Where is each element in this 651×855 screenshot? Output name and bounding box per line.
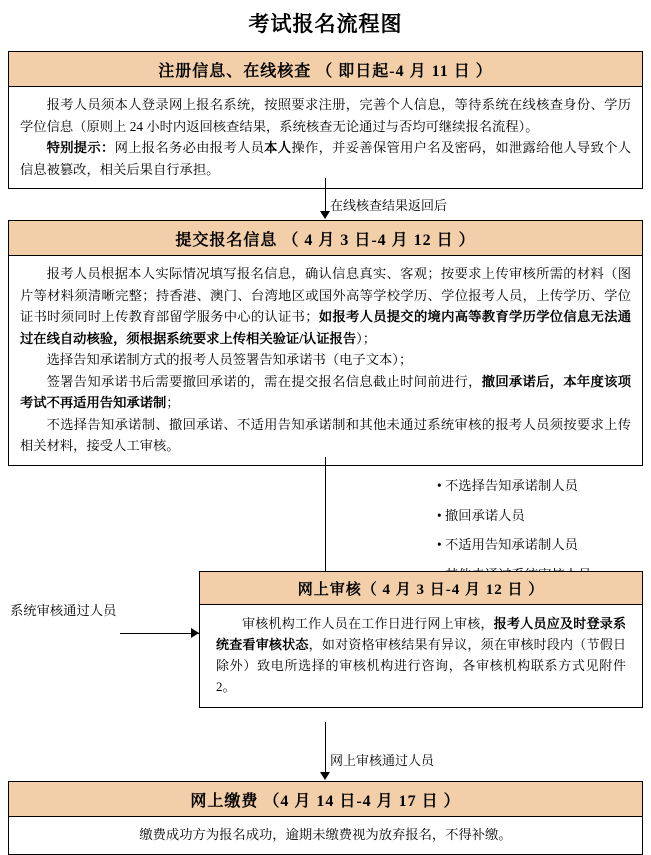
step-pay-box bbox=[8, 781, 643, 855]
flowchart-page bbox=[0, 8, 651, 847]
step-pay-header: 网上缴费 （4 月 14 日-4 月 17 日 ） bbox=[9, 782, 642, 817]
step-review-box bbox=[199, 571, 643, 708]
arrowhead-register-to-submit bbox=[320, 211, 330, 219]
step-pay-paragraph-1: 缴费成功方为报名成功，逾期未缴费视为放弃报名，不得补缴。 bbox=[139, 827, 512, 842]
branch-bullet-3: • 不适用告知承诺制人员 bbox=[437, 537, 578, 553]
step-register-note-bold: 特别提示： bbox=[46, 140, 115, 156]
step-register-paragraph-2: 特别提示：网上报名务必由报考人员本人操作，并妥善保管用户名及密码，如泄露给他人导致个人信息被篡改，相关后果自行承担。 bbox=[20, 140, 632, 177]
step-submit-body bbox=[9, 256, 642, 465]
arrowhead-review-to-pay bbox=[320, 772, 330, 780]
step-submit-paragraph-2: 选择告知承诺制方式的报考人员签署告知承诺书（电子文本）； bbox=[46, 352, 413, 368]
connector-label-system-pass: 系统审核通过人员 bbox=[10, 603, 117, 618]
connector-review-down bbox=[325, 722, 326, 774]
step-register-box bbox=[8, 51, 643, 189]
step-register-header: 注册信息、在线核查 （ 即日起-4 月 11 日 ） bbox=[9, 52, 642, 87]
step-register-body bbox=[9, 87, 642, 188]
step-review-body bbox=[200, 605, 642, 707]
step-review-header: 网上审核（ 4 月 3 日-4 月 12 日 ） bbox=[200, 572, 642, 605]
step-submit-paragraph-4: 不选择告知承诺制、撤回承诺、不适用告知承诺制和其他未通过系统审核的报考人员须按要求上传相关材料，接受人工审核。 bbox=[20, 416, 631, 454]
page-title: 考试报名流程图 bbox=[248, 12, 403, 36]
connector-label-after-review: 网上审核通过人员 bbox=[330, 753, 435, 768]
connector-label-after-register: 在线核查结果返回后 bbox=[330, 198, 448, 213]
step-review-paragraph-1: 审核机构工作人员在工作日进行网上审核，报考人员应及时登录系统查看审核状态，如对资格审核结果有异议，须在审核时段内（节假日除外）致电所选择的审核机构进行咨询，各审核机构联系方式见附件 2。 bbox=[216, 616, 626, 695]
branch-bullet-1: • 不选择告知承诺制人员 bbox=[437, 478, 578, 493]
connector-register-to-submit bbox=[325, 178, 326, 212]
step-submit-box bbox=[8, 220, 643, 466]
step-submit-header: 提交报名信息 （ 4 月 3 日-4 月 12 日 ） bbox=[9, 221, 642, 256]
step-pay-body bbox=[9, 817, 642, 854]
step-submit-paragraph-3: 签署告知承诺书后需要撤回承诺的，需在提交报名信息截止时间前进行，撤回承诺后，本年度该项考试不再适用告知承诺制； bbox=[20, 373, 632, 411]
arrowhead-systempass-to-review bbox=[191, 628, 199, 638]
step-submit-paragraph-1: 报考人员根据本人实际情况填写报名信息，确认信息真实、客观；按要求上传审核所需的材料（图片等材料须清晰完整；持香港、澳门、台湾地区或国外高等学校学历、学位报考人员，上传学历、学位证书时须同时上传教育部留学服务中心的认证书；如报考人员提交的境内高等教育学历学位信息无法通过在线自动核验，须根据系统要求上传相关验证/认证报告）； bbox=[20, 266, 632, 346]
branch-bullet-2: • 撤回承诺人员 bbox=[437, 507, 525, 523]
step-register-paragraph-1: 报考人员须本人登录网上报名系统，按照要求注册，完善个人信息，等待系统在线核查身份、学历学位信息（原则上 24 小时内返回核查结果，系统核查无论通过与否均可继续报名流程）。 bbox=[20, 97, 631, 134]
